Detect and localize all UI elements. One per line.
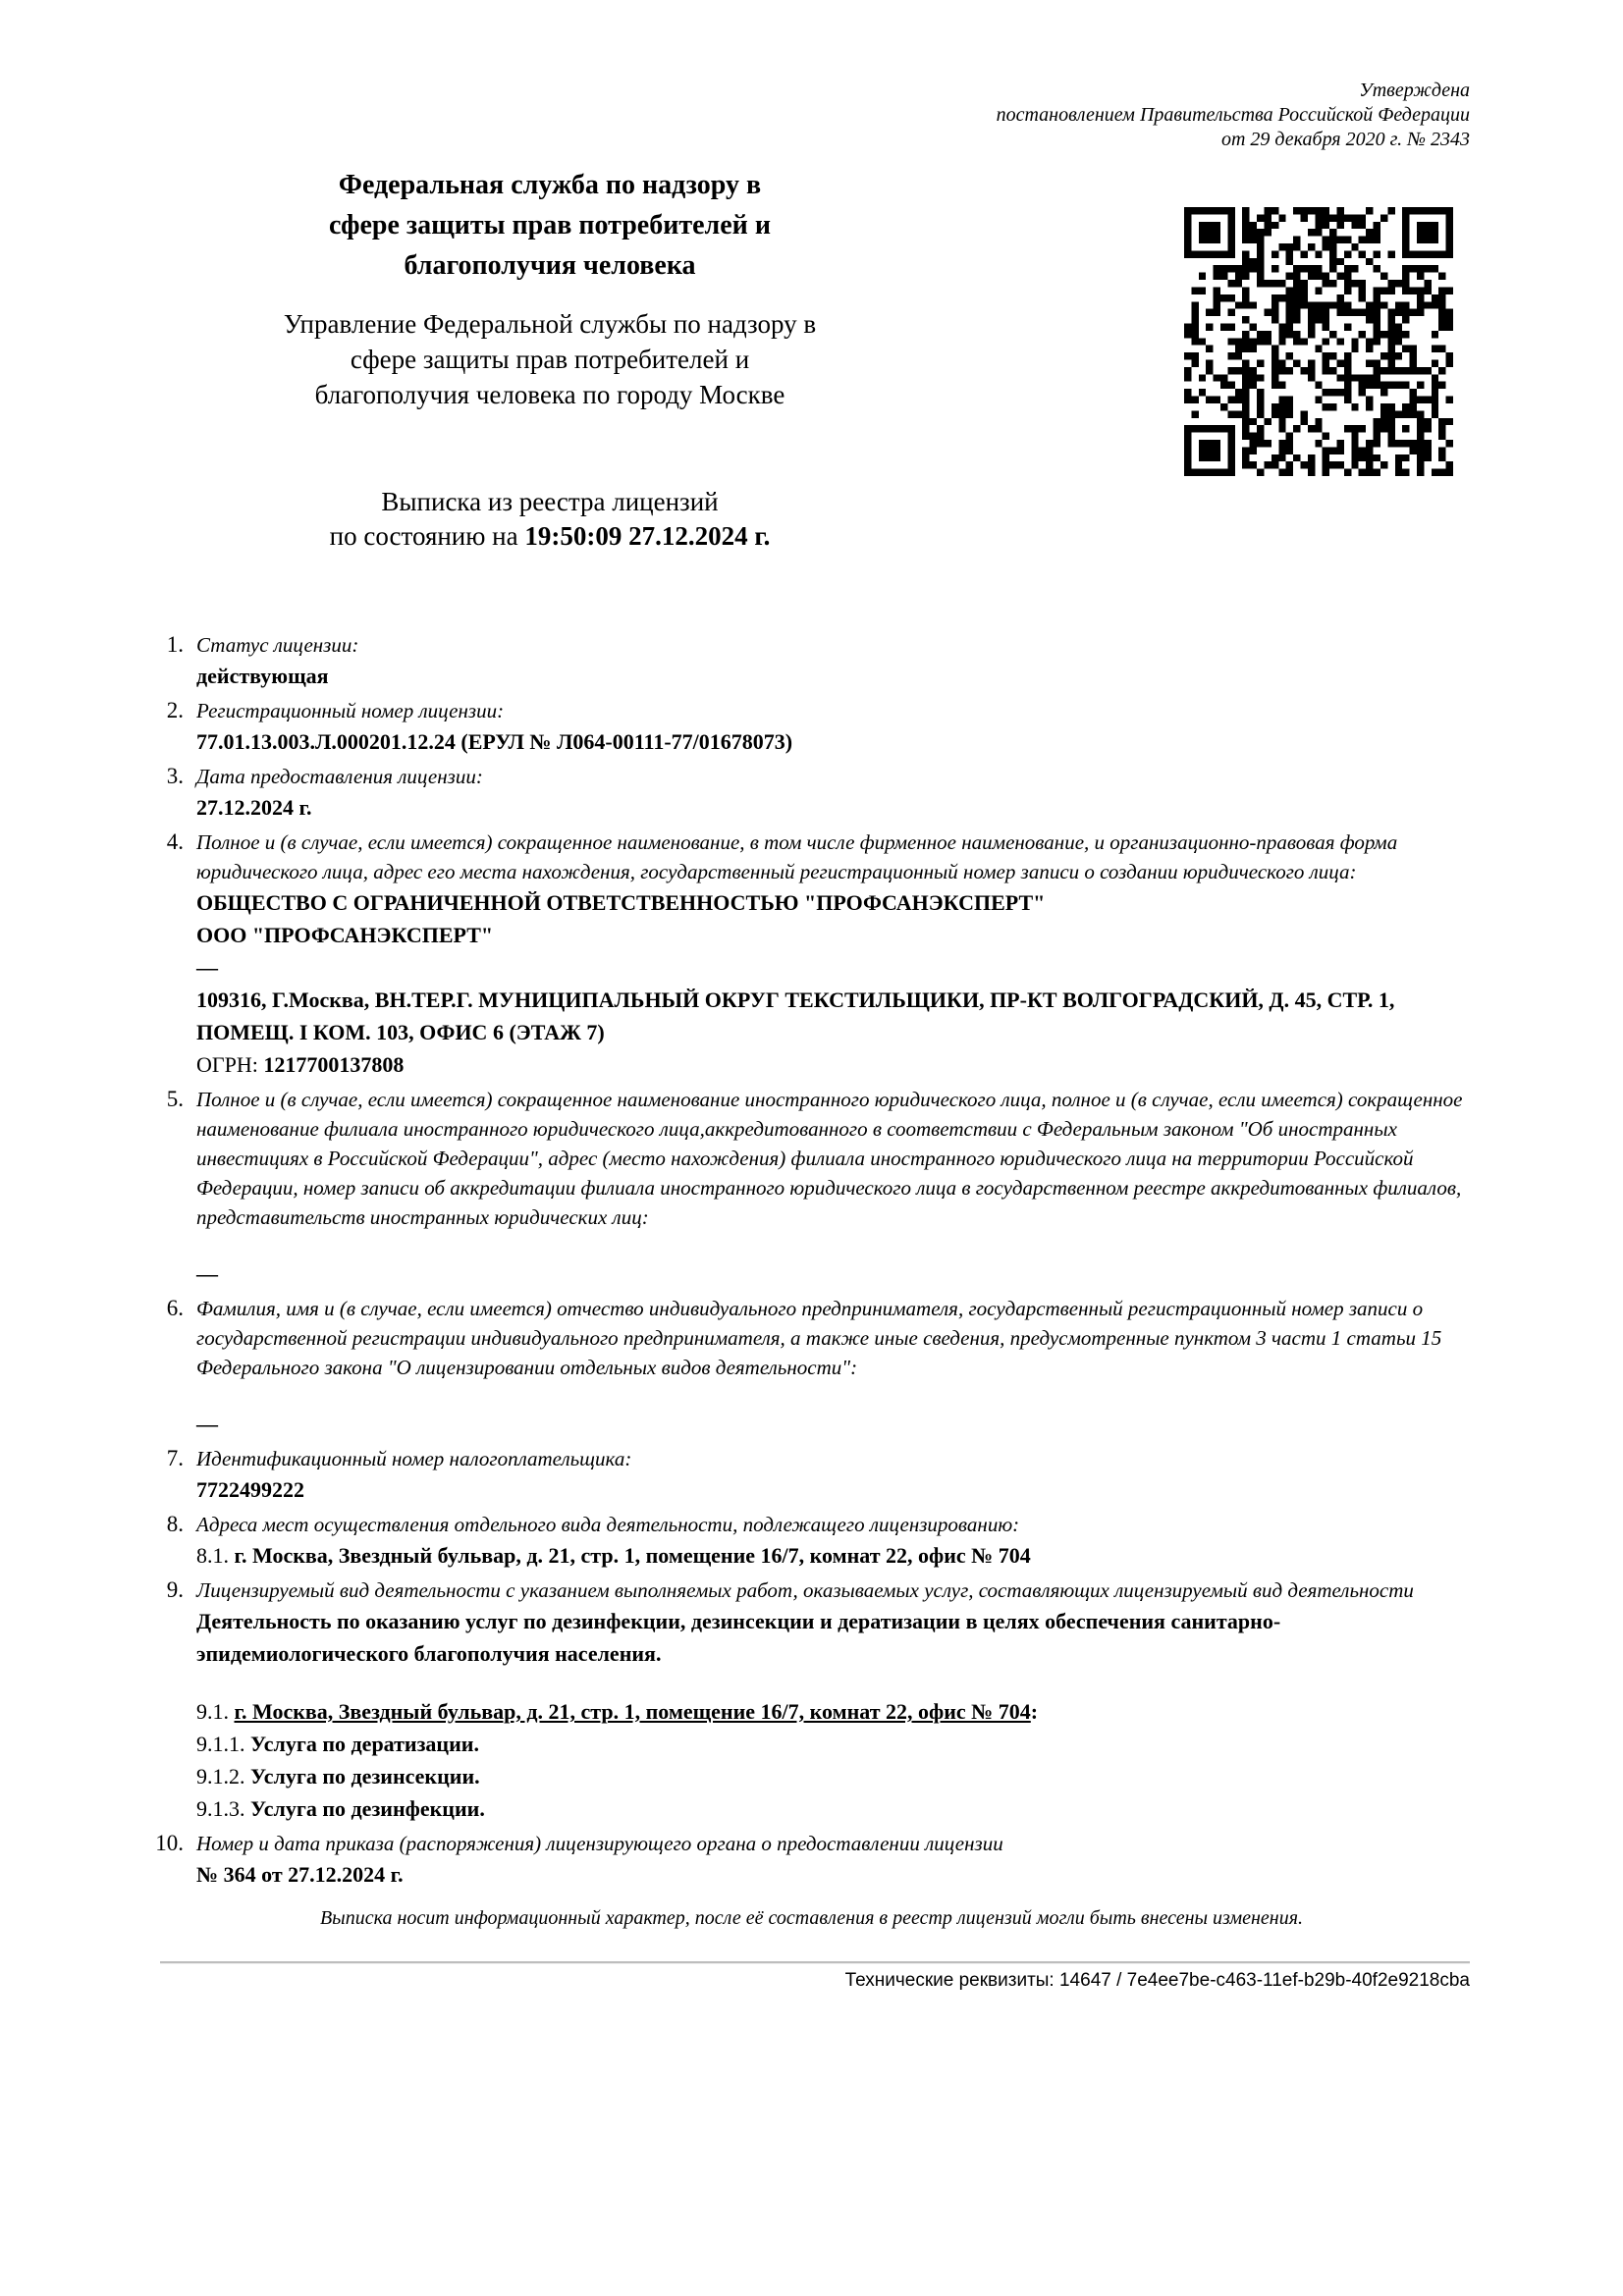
item-body [196,1829,1468,1891]
item-value-line [196,1792,1468,1825]
footnote: Выписка носит информационный характер, после её составления в реестр лицензий могли быть внесены изменения. [319,1907,1304,1929]
extract-datetime: 19:50:09 27.12.2024 г. [524,521,771,551]
item-value-line [196,1760,1468,1792]
item-value-segment: 9.1. [196,1699,235,1724]
item-label: Адреса мест осуществления отдельного вида деятельности, подлежащего лицензированию: [196,1513,1020,1536]
item-value-line [196,886,1468,919]
item-value-segment: Услуга по дезинсекции. [250,1764,480,1789]
item-value-line [196,1048,1468,1081]
item-number: 5. [166,1087,184,1111]
item-body [196,696,1468,758]
item-value-segment: Деятельность по оказанию услуг по дезинфекции, дезинсекции и дератизации в целях обеспечения санитарно-эпидемиологического благополучия населения. [196,1609,1281,1666]
item-value-segment: Услуга по дезинфекции. [250,1796,485,1821]
item-label: Идентификационный номер налогоплательщика: [196,1447,632,1470]
item-number: 7. [166,1446,184,1470]
item-body [196,630,1468,692]
item-value-line [196,1473,1468,1506]
item-value-line [196,984,1468,1048]
item-body [196,1575,1468,1825]
list-item [108,1294,1468,1440]
item-value-segment: 27.12.2024 г. [196,795,312,820]
item-value-segment: ООО "ПРОФСАНЭКСПЕРТ" [196,923,494,947]
item-label: Регистрационный номер лицензии: [196,699,505,722]
item-value-segment: ОБЩЕСТВО С ОГРАНИЧЕННОЙ ОТВЕТСТВЕННОСТЬЮ "ПРОФСАНЭКСПЕРТ" [196,890,1046,915]
item-value-line [196,1408,1468,1440]
item-value-line [196,725,1468,758]
item-value-segment: действующая [196,664,329,688]
item-value-line [196,951,1468,984]
approval-line: от 29 декабря 2020 г. № 2343 [1220,129,1470,150]
page-title: Федеральная служба по надзору в сфере защиты прав потребителей и благополучия человека [329,170,771,281]
item-value-segment: 109316, Г.Москва, ВН.ТЕР.Г. МУНИЦИПАЛЬНЫЙ ОКРУГ ТЕКСТИЛЬЩИКИ, ПР-КТ ВОЛГОГРАДСКИЙ, Д. 45, СТР. 1, ПОМЕЩ. I КОМ. 103, ОФИС 6 (ЭТАЖ 7) [196,988,1395,1044]
license-items-list [108,630,1468,1895]
item-value-line [196,1695,1468,1728]
list-item [108,1085,1468,1290]
list-item [108,762,1468,824]
item-value-line [196,1605,1468,1670]
item-value-line [196,919,1468,951]
item-number: 3. [166,764,184,788]
item-body [196,1294,1468,1440]
item-value-segment: — [196,955,218,980]
org-subtitle: Управление Федеральной службы по надзору в сфере защиты прав потребителей и благополучия человека по городу Москве [283,309,817,409]
qr-code-image [1184,207,1453,476]
item-label: Полное и (в случае, если имеется) сокращенное наименование иностранного юридического лица, полное и (в случае, если имеется) сокращенное наименование филиала иностранного юридического лица,аккредитованного в соответствии с Федеральным законом "Об иностранных инвестициях в Российской Федерации", адрес (место нахождения) филиала иностранного юридического лица на территории Российской Федерации, номер записи об аккредитации филиала иностранного юридического лица в государственном реестре аккредитованных филиалов, представительств иностранных юридических лиц: [196,1088,1463,1229]
item-value-line [196,1858,1468,1891]
item-number: 9. [166,1577,184,1602]
approval-line: постановлением Правительства Российской Федерации [996,104,1470,126]
item-number: 6. [166,1296,184,1320]
item-label: Фамилия, имя и (в случае, если имеется) отчество индивидуального предпринимателя, государственный регистрационный номер записи о государственной регистрации индивидуального предпринимателя, а также иные сведения, предусмотренные пунктом 3 части 1 статьи 15 Федерального закона "О лицензировании отдельных видов деятельности": [196,1297,1442,1379]
list-item [108,1575,1468,1825]
item-number: 8. [166,1512,184,1536]
item-value-segment: : [1030,1699,1039,1724]
list-item [108,1444,1468,1506]
item-value-segment: г. Москва, Звездный бульвар, д. 21, стр. 1, помещение 16/7, комнат 22, офис № 704 [234,1543,1031,1568]
item-body [196,828,1468,1081]
approval-note [997,79,1470,152]
item-number: 1. [166,632,184,657]
item-value-segment: г. Москва, Звездный бульвар, д. 21, стр. 1, помещение 16/7, комнат 22, офис № 704 [234,1699,1031,1724]
item-value-segment: — [196,1412,218,1436]
item-value-segment: № 364 от 27.12.2024 г. [196,1862,404,1887]
item-value-segment: 1217700137808 [263,1052,405,1077]
item-value-segment: 7722499222 [196,1477,304,1502]
item-value-segment: 9.1.1. [196,1732,250,1756]
tech-requisites: Технические реквизиты: 14647 / 7e4ee7be-c463-11ef-b29b-40f2e9218cba [844,1970,1470,1991]
extract-date-prefix: по состоянию на [329,521,525,551]
item-body [196,1444,1468,1506]
item-label: Дата предоставления лицензии: [196,765,483,788]
item-value-segment: ОГРН: [196,1052,264,1077]
item-value-line [196,1728,1468,1760]
item-body [196,1085,1468,1290]
item-number: 2. [166,698,184,722]
extract-date-line [187,519,913,554]
item-label: Лицензируемый вид деятельности с указанием выполняемых работ, оказываемых услуг, составляющих лицензируемый вид деятельности [196,1578,1414,1602]
item-value-line [196,1257,1468,1290]
item-value-segment: 9.1.3. [196,1796,250,1821]
item-value-segment: 77.01.13.003.Л.000201.12.24 (ЕРУЛ № Л064-00111-77/01678073) [196,729,793,754]
list-item [108,1510,1468,1572]
list-item [108,630,1468,692]
item-body [196,1510,1468,1572]
list-item [108,1829,1468,1891]
item-value-line [196,791,1468,824]
qr-code [1184,207,1453,476]
item-number: 4. [166,829,184,854]
item-label: Номер и дата приказа (распоряжения) лицензирующего органа о предоставлении лицензии [196,1832,1003,1855]
item-value-segment: — [196,1261,218,1286]
approval-line: Утверждена [1359,80,1470,101]
item-number: 10. [155,1831,184,1855]
header-block [255,165,844,412]
item-value-segment: 8.1. [196,1543,235,1568]
item-label: Полное и (в случае, если имеется) сокращенное наименование, в том числе фирменное наименование, и организационно-правовая форма юридического лица, адрес его места нахождения, государственный регистрационный номер записи о создании юридического лица: [196,830,1398,883]
list-item [108,696,1468,758]
extract-heading [187,485,913,554]
item-value-line [196,1539,1468,1572]
item-body [196,762,1468,824]
divider [160,1961,1470,1964]
item-value-line [196,660,1468,692]
list-item [108,828,1468,1081]
item-value-segment: Услуга по дератизации. [250,1732,479,1756]
extract-title: Выписка из реестра лицензий [381,487,719,516]
item-label: Статус лицензии: [196,633,359,657]
item-value-segment: 9.1.2. [196,1764,250,1789]
